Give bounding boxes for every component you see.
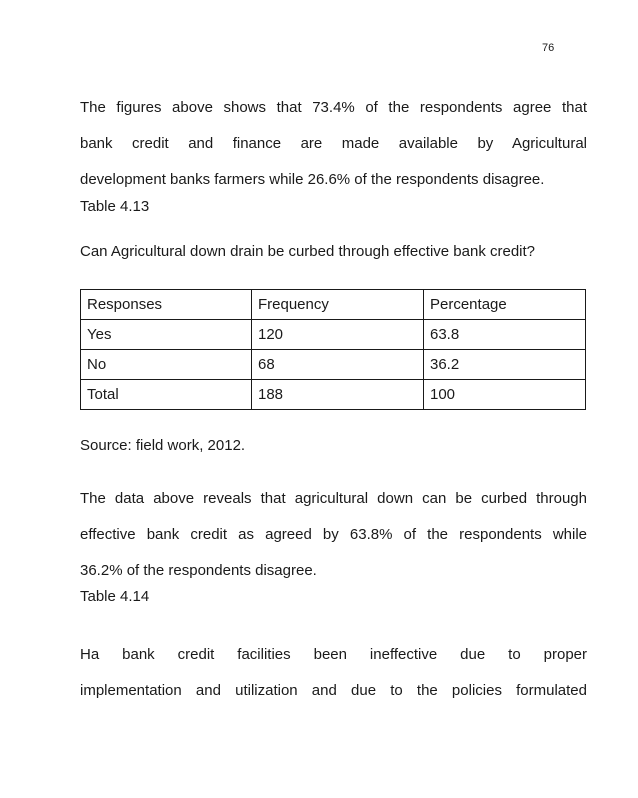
paragraph-line: The figures above shows that 73.4% of the respondents agree that (80, 99, 587, 116)
table-cell: 188 (252, 380, 424, 410)
table-source: Source: field work, 2012. (80, 437, 246, 454)
table-row (81, 350, 586, 380)
paragraph-line: The data above reveals that agricultural down can be curbed through (80, 490, 587, 507)
table-cell: No (81, 350, 252, 380)
table-question: Can Agricultural down drain be curbed through effective bank credit? (80, 243, 536, 260)
table-caption: Table 4.14 (80, 588, 150, 605)
table-caption: Table 4.13 (80, 198, 150, 215)
table-cell: 36.2 (424, 350, 586, 380)
paragraph-line: Ha bank credit facilities been ineffective due to proper (80, 646, 587, 663)
header-cell-percentage: Percentage (424, 290, 586, 320)
table-cell: 100 (424, 380, 586, 410)
table-header-row (81, 290, 586, 320)
paragraph-line: effective bank credit as agreed by 63.8% of the respondents while (80, 526, 587, 543)
table-cell: 120 (252, 320, 424, 350)
paragraph-line: development banks farmers while 26.6% of the respondents disagree. (80, 171, 545, 188)
table-cell: Total (81, 380, 252, 410)
table-row (81, 320, 586, 350)
paragraph-figures-summary (80, 90, 587, 198)
paragraph-line: implementation and utilization and due to the policies formulated (80, 682, 587, 699)
paragraph-line: bank credit and finance are made available by Agricultural (80, 135, 587, 152)
table-cell: 68 (252, 350, 424, 380)
header-cell-frequency: Frequency (252, 290, 424, 320)
table-cell: 63.8 (424, 320, 586, 350)
page-number: 76 (542, 42, 555, 54)
table-row (81, 380, 586, 410)
paragraph-question (80, 637, 587, 709)
responses-table (80, 289, 586, 410)
paragraph-data-reveals (80, 481, 587, 589)
paragraph-line: 36.2% of the respondents disagree. (80, 562, 317, 579)
table-cell: Yes (81, 320, 252, 350)
header-cell-responses: Responses (81, 290, 252, 320)
